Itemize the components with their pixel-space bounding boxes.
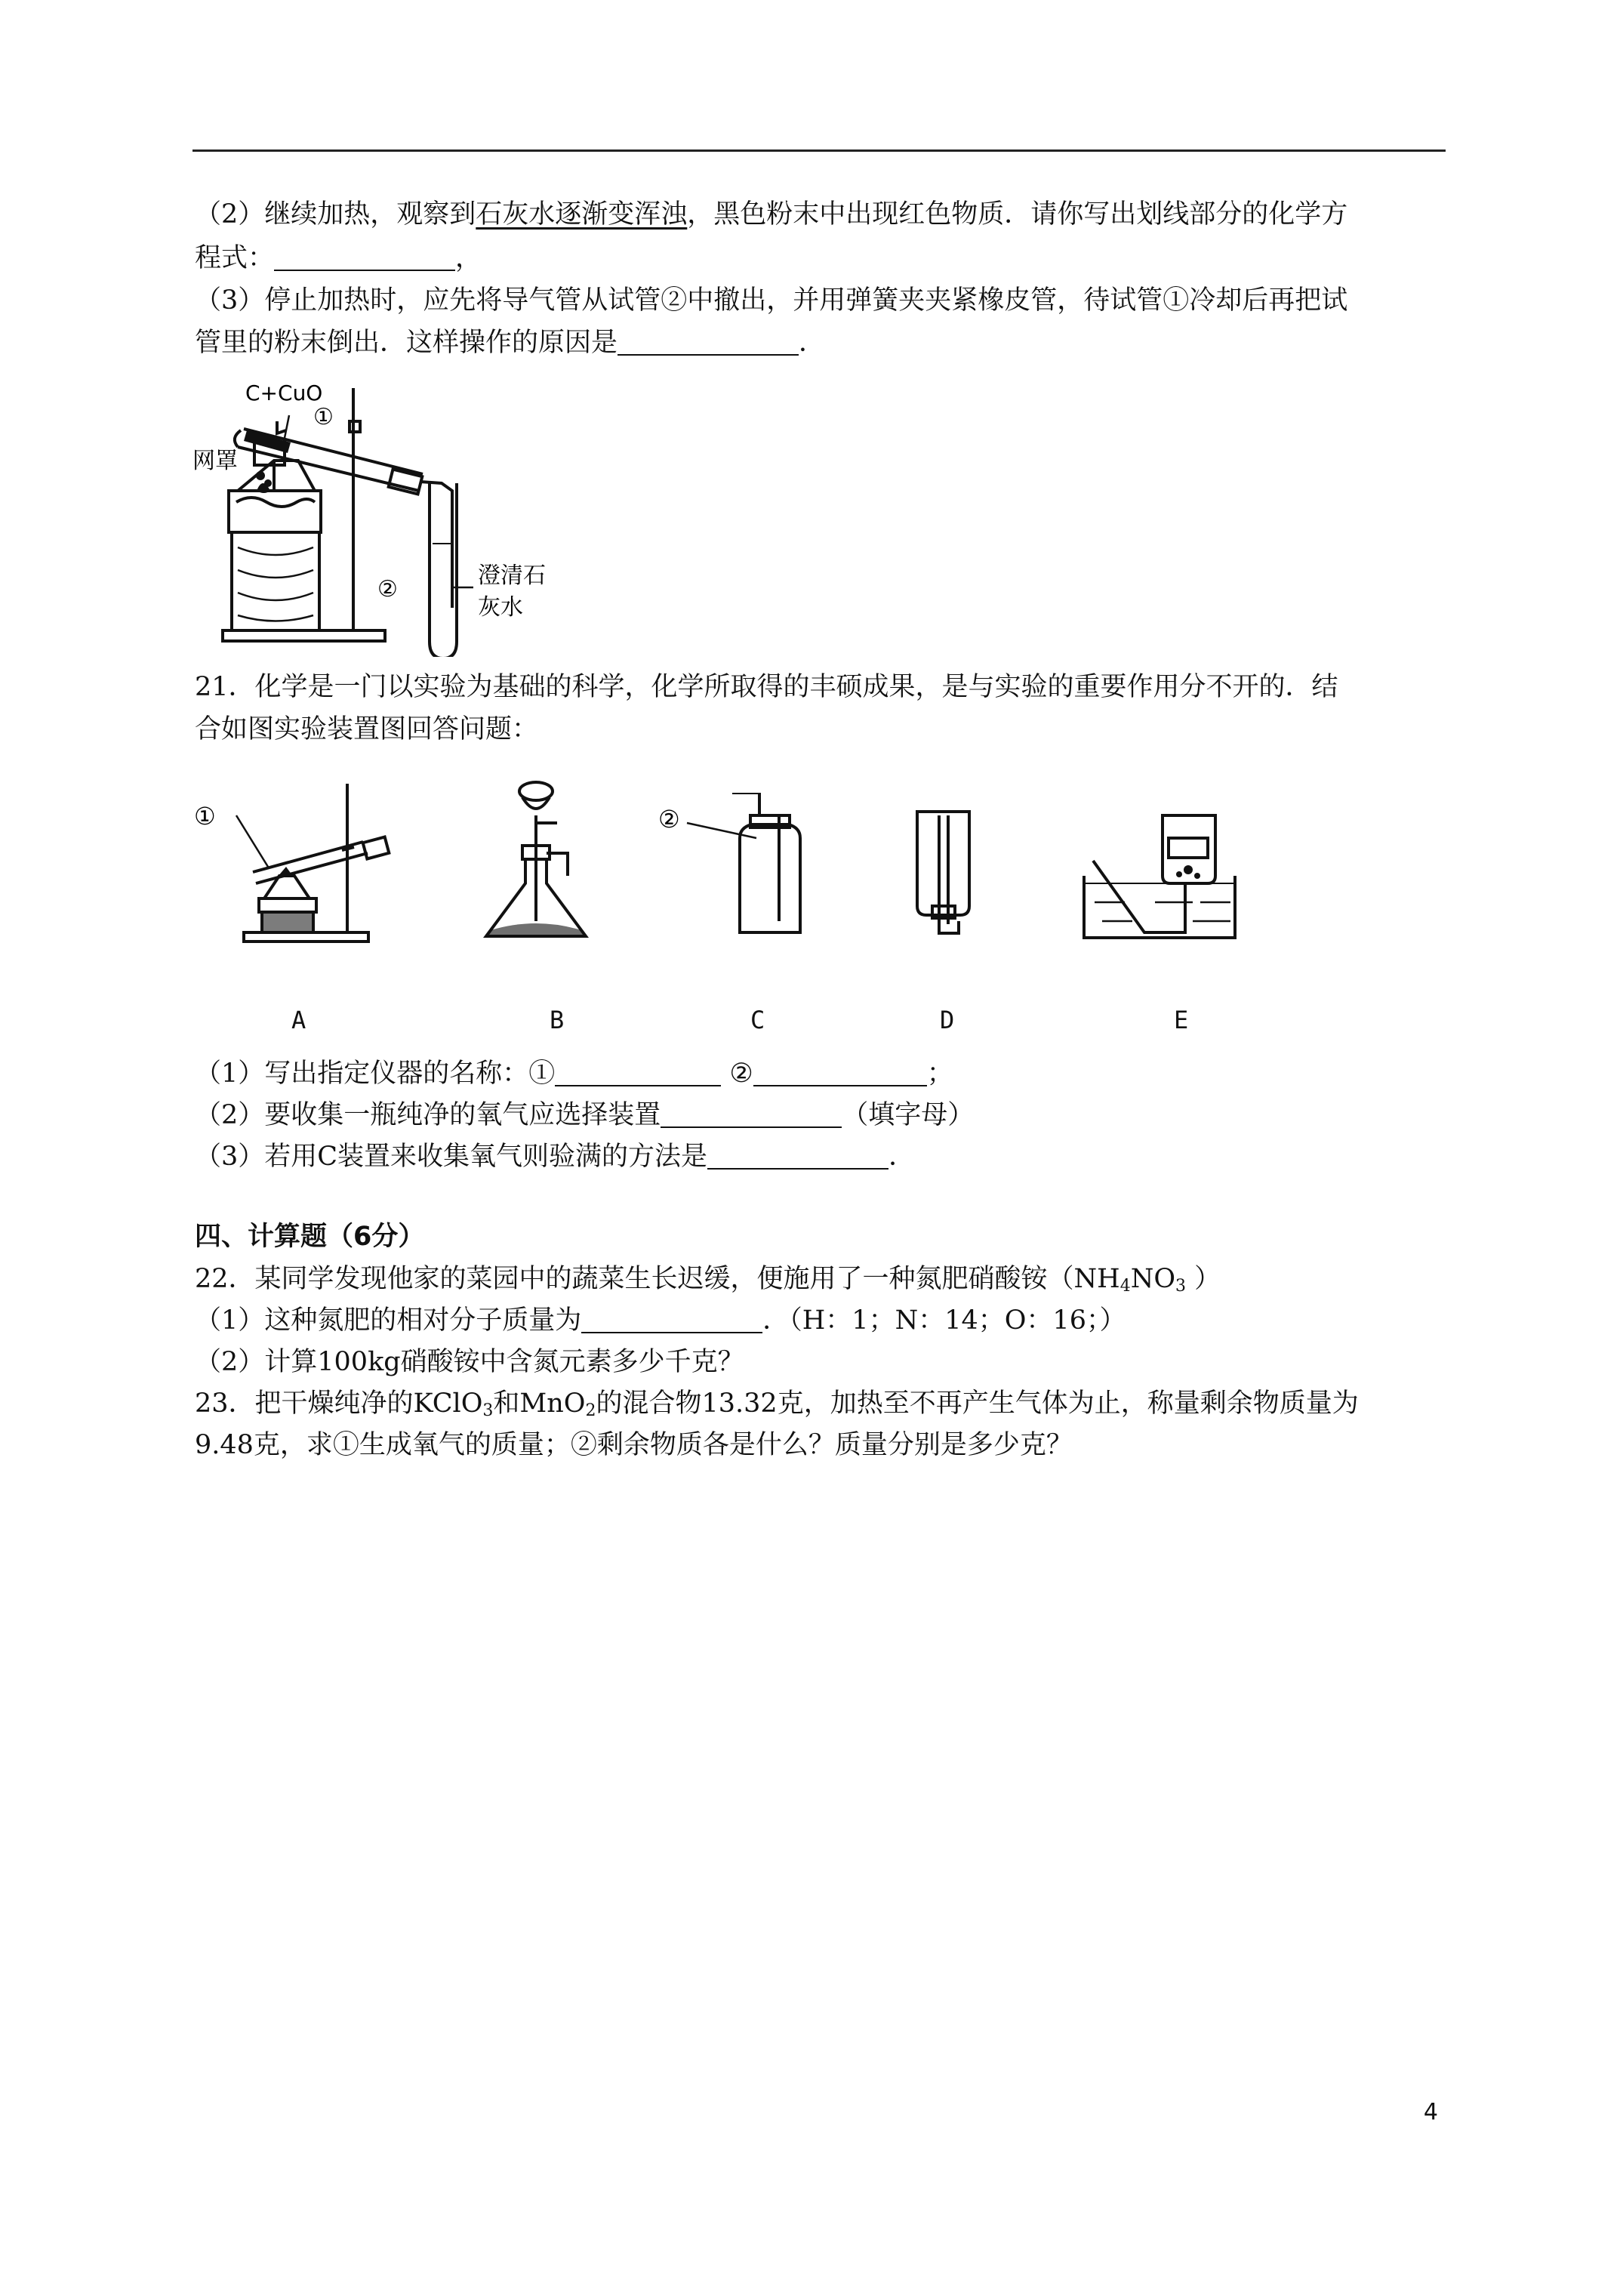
answer-blank[interactable] <box>707 1142 888 1170</box>
answer-blank[interactable] <box>617 328 799 356</box>
q20-part2-line2: 程式： ， <box>195 243 482 273</box>
apparatus-label-c: C <box>750 1006 765 1034</box>
answer-blank-1[interactable] <box>555 1059 721 1086</box>
underlined-phrase: 石灰水逐渐变浑浊 <box>476 199 688 230</box>
wood-block <box>232 532 319 630</box>
svg-text:澄清石: 澄清石 <box>478 562 546 589</box>
apparatus-label-a: A <box>291 1006 306 1034</box>
svg-text:②: ② <box>658 805 680 834</box>
header-rule <box>192 149 1446 152</box>
q23-line2: 9.48克，求①生成氧气的质量；②剩余物质各是什么？质量分别是多少克？ <box>195 1430 1073 1460</box>
figure-carbon-reduction-apparatus <box>192 378 615 657</box>
q21-part3: （3）若用C装置来收集氧气则验满的方法是 ． <box>195 1142 916 1172</box>
section-heading: 四、计算题（6分） <box>195 1222 425 1252</box>
apparatus-label-b: B <box>550 1006 565 1034</box>
svg-text:①: ① <box>194 802 216 831</box>
page-number: 4 <box>1423 2099 1438 2125</box>
q21-part2: （2）要收集一瓶纯净的氧气应选择装置 （填字母） <box>195 1100 975 1130</box>
q21-stem-line1: 21．化学是一门以实验为基础的科学，化学所取得的丰硕成果，是与实验的重要作用分不开的．结 <box>195 672 1338 702</box>
answer-blank-2[interactable] <box>753 1059 927 1086</box>
stand-base <box>223 630 385 641</box>
svg-text:网罩: 网罩 <box>192 448 238 474</box>
q22-stem: 22．某同学发现他家的菜园中的蔬菜生长迟缓，便施用了一种氮肥硝酸铵（$NH_4NO_3$ ） <box>195 1264 1221 1296</box>
q20-part3-line1: （3）停止加热时，应先将导气管从试管②中撤出，并用弹簧夹夹紧橡皮管，待试管①冷却后再把试 <box>195 285 1348 316</box>
test-tube-1-top <box>244 429 423 474</box>
q22-part1: （1）这种氮肥的相对分子质量为 ．（H：1；N：14；O：16；） <box>195 1305 1126 1336</box>
apparatus-e <box>1079 800 1242 951</box>
apparatus-c <box>657 793 815 944</box>
q22-part2: （2）计算100kg硝酸铵中含氮元素多少千克？ <box>195 1347 744 1377</box>
svg-text:②: ② <box>377 576 398 603</box>
q23-line1: 23．把干燥纯净的KClO$_3$和MnO$_2$的混合物13.32克，加热至不再产生气体为止，称量剩余物质量为 <box>195 1388 1359 1420</box>
apparatus-label-e: E <box>1174 1006 1189 1034</box>
delivery-tube <box>420 482 452 608</box>
answer-blank[interactable] <box>274 244 455 271</box>
gas-bottle <box>740 824 800 932</box>
svg-text:C+CuO: C+CuO <box>245 381 323 405</box>
apparatus-label-d: D <box>940 1006 955 1034</box>
apparatus-b <box>476 770 596 959</box>
svg-text:灰水: 灰水 <box>478 594 523 621</box>
apparatus-d <box>906 800 989 951</box>
answer-blank[interactable] <box>661 1101 842 1128</box>
q21-part1: （1）写出指定仪器的名称：① ② ； <box>195 1059 953 1089</box>
q21-stem-line2: 合如图实验装置图回答问题： <box>195 714 539 744</box>
q20-part3-line2: 管里的粉末倒出．这样操作的原因是 ． <box>195 328 826 358</box>
alcohol-lamp <box>229 491 321 532</box>
answer-blank[interactable] <box>581 1306 762 1333</box>
apparatus-a <box>192 778 419 951</box>
q20-part2-line1: （2）继续加热，观察到石灰水逐渐变浑浊，黑色粉末中出现红色物质．请你写出划线部分的化学方 <box>195 199 1348 230</box>
svg-text:①: ① <box>313 404 334 430</box>
